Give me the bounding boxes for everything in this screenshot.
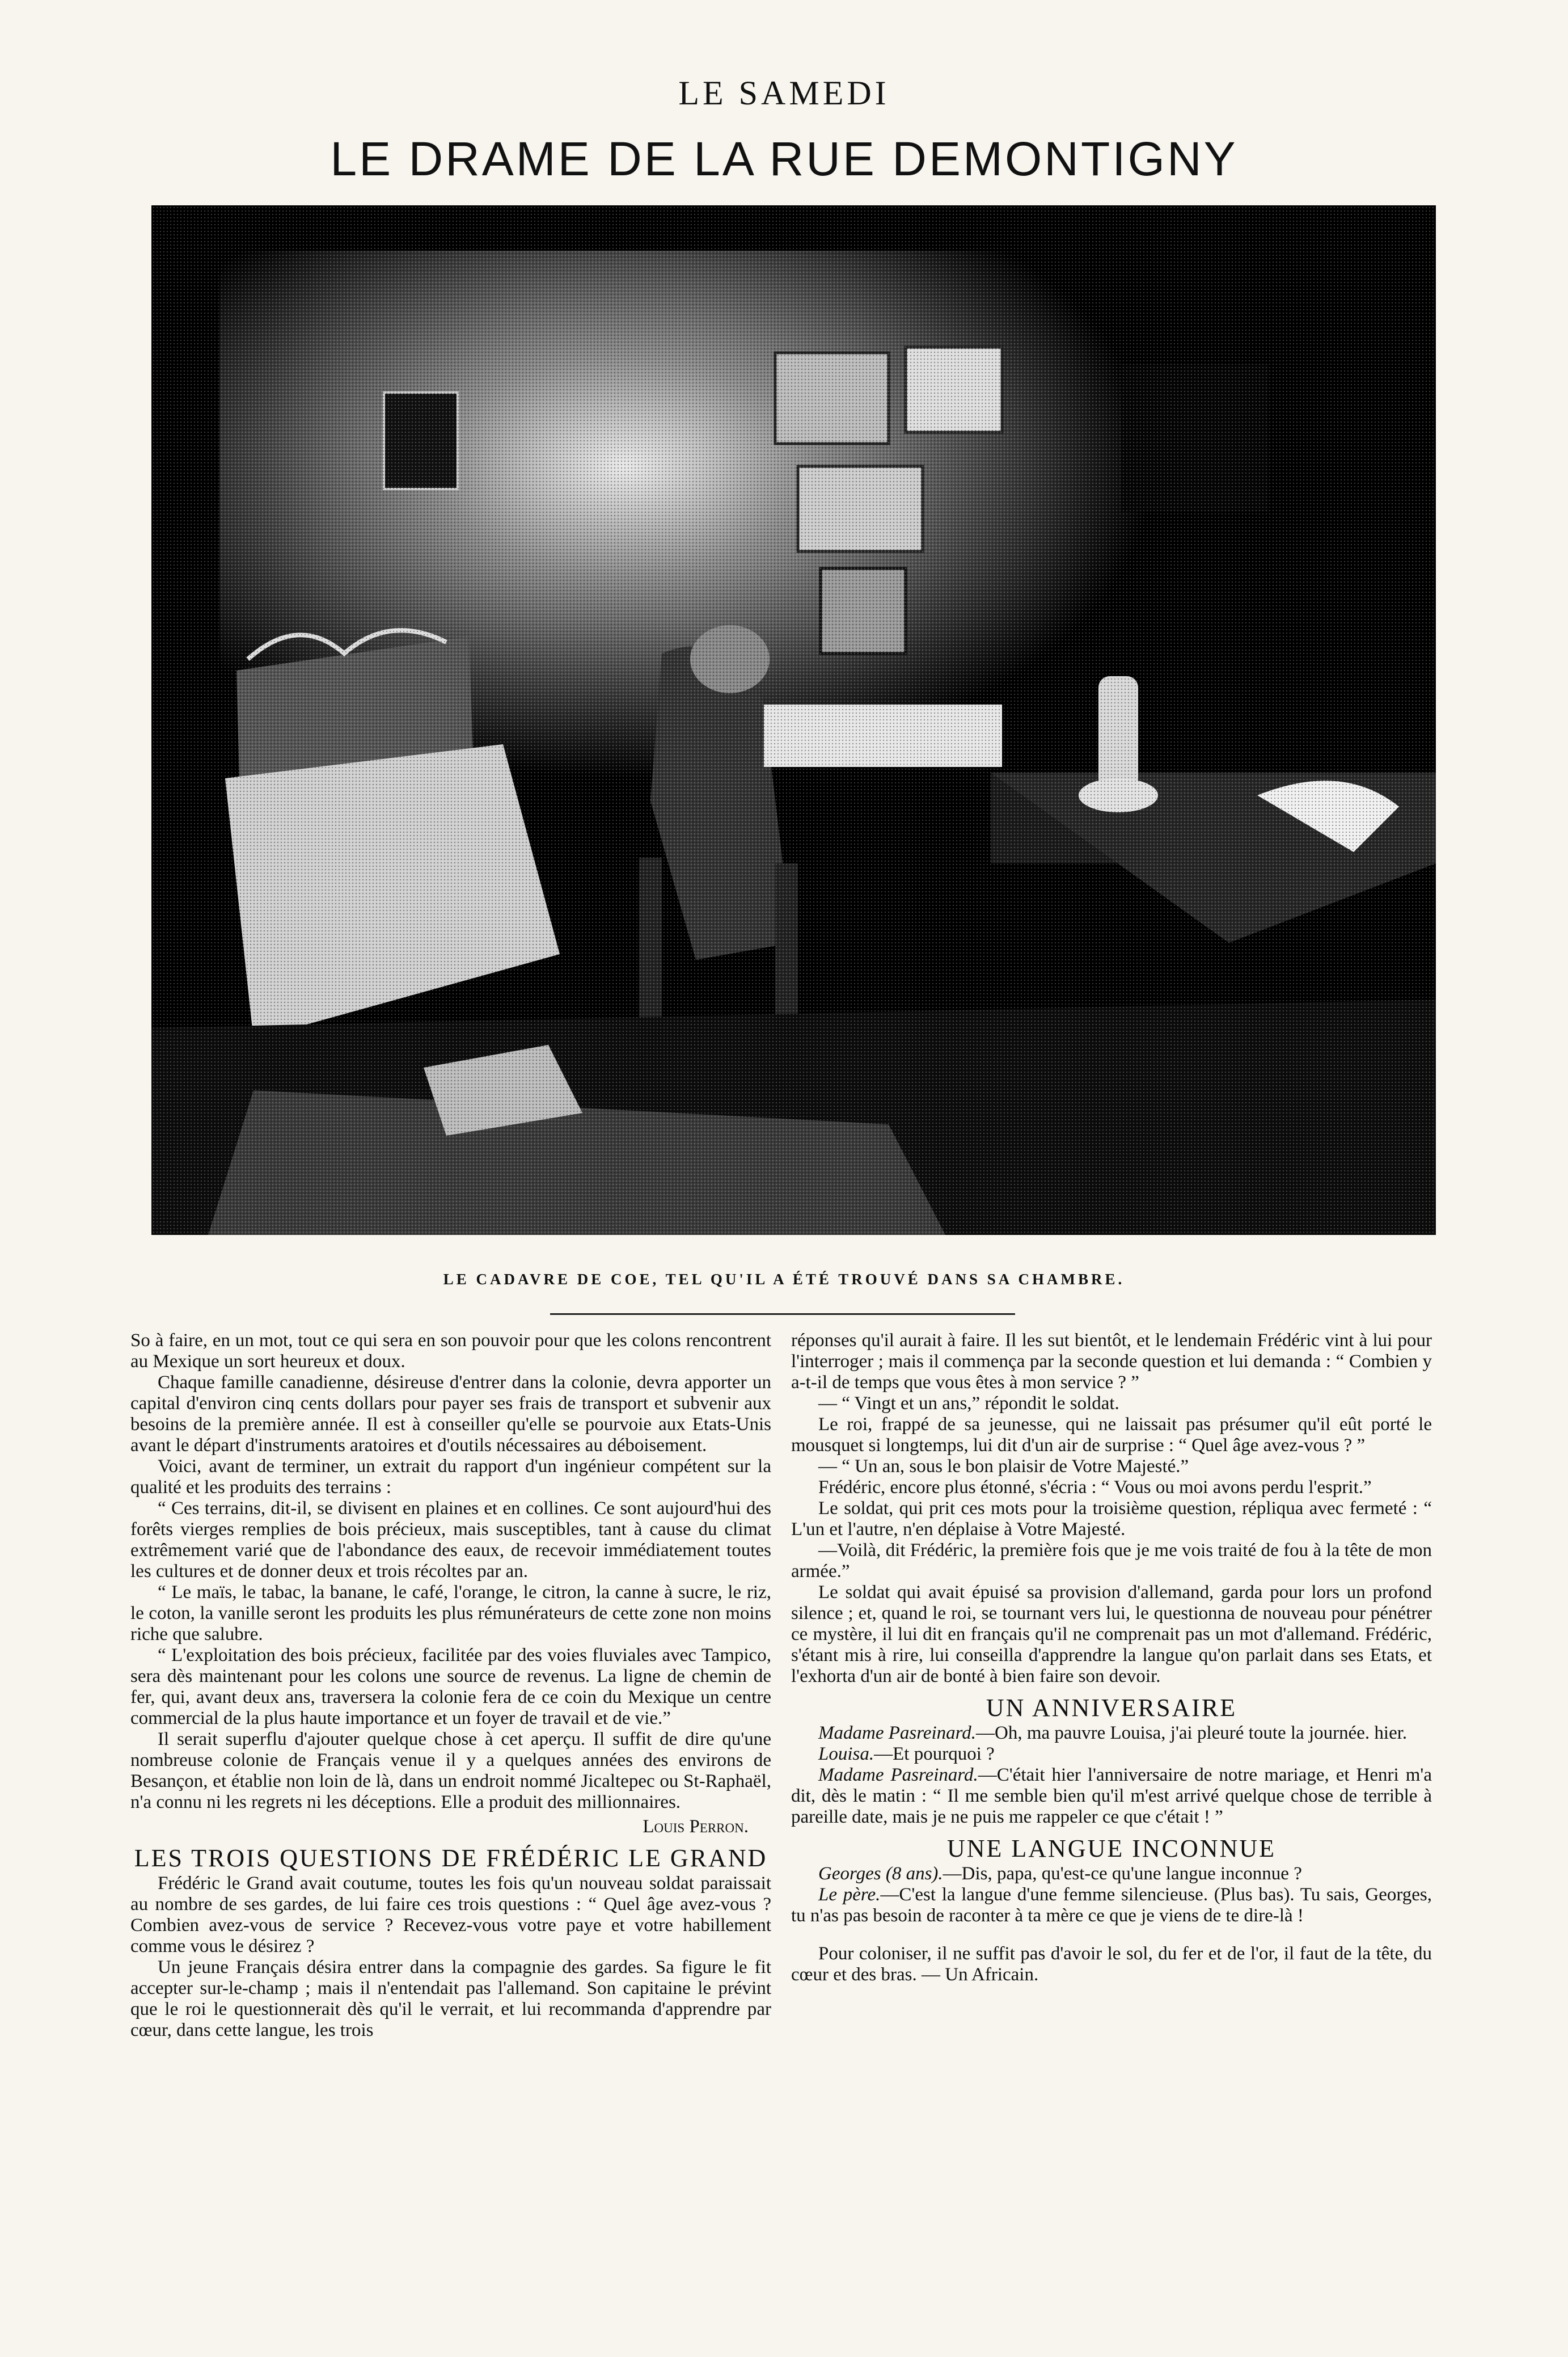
masthead: LE SAMEDI [678,74,890,112]
dialogue-text: —C'est la langue d'une femme silencieuse. (Plus bas). Tu sais, Georges, tu n'as pas besoin de raconter à ta mère ce que je viens de te dire-là ! [791,1884,1432,1926]
paragraph: “ Le maïs, le tabac, la banane, le café, l'orange, le citron, la canne à sucre, le riz, le coton, la vanille seront les produits les plus rémunérateurs de cette zone non moins riche que salubre. [130,1582,771,1645]
dialogue-line [791,1765,1432,1828]
caption-divider [550,1313,1015,1315]
dialogue-line [791,1863,1432,1884]
author-signature: Louis Perron. [643,1816,749,1837]
paragraph: Frédéric le Grand avait coutume, toutes les fois qu'un nouveau soldat paraissait au nombre de ses gardes, de lui faire ces trois questions : “ Quel âge avez-vous ? Combien avez-vous de service ? Recevez-vous votre paye et votre habillement comme vous le désirez ? [130,1873,771,1957]
paragraph: Le soldat qui avait épuisé sa provision d'allemand, garda pour lors un profond silence ; et, quand le roi, se tournant vers lui, le questionna de nouveau pour pénétrer ce mystère, il lui dit en français qu'il ne comprenait pas un mot d'allemand. Frédéric, s'étant mis à rire, lui conseilla d'apprendre la langue qu'on parlait dans ses Etats, et l'exhorta d'un air de bonté à bien faire son devoir. [791,1582,1432,1686]
paragraph: Frédéric, encore plus étonné, s'écria : “ Vous ou moi avons perdu l'esprit.” [818,1477,1372,1498]
paragraph: Un jeune Français désira entrer dans la compagnie des gardes. Sa figure le fit accepter sur-le-champ ; mais il n'entendait pas l'allemand. Son capitaine le prévint que le roi le questionnerait dès qu'il le verrait, et lui recommanda d'apprendre par cœur, dans cette langue, les trois [130,1957,771,2040]
paragraph: Le roi, frappé de sa jeunesse, qui ne laissait pas présumer qu'il eût porté le mousquet si longtemps, lui dit d'un air de surprise : “ Quel âge avez-vous ? ” [791,1414,1432,1456]
dialogue-line [791,1723,1432,1744]
speaker: Louisa. [818,1744,874,1764]
dialogue-text: —Dis, papa, qu'est-ce qu'une langue inconnue ? [943,1863,1302,1884]
closing-paragraph: Pour coloniser, il ne suffit pas d'avoir le sol, du fer et de l'or, il faut de la tête, du cœur et des bras. — Un Africain. [791,1943,1432,1985]
paragraph: Il serait superflu d'ajouter quelque chose à cet aperçu. Il suffit de dire qu'une nombreuse colonie de Français venue il y a quelques années des environs de Besançon, et établie non loin de là, dans un endroit nommé Jicaltepec ou St-Raphaël, n'a connu ni les regrets ni les déceptions. Elle a produit des millionnaires. [130,1729,771,1812]
crime-scene-photo [151,205,1436,1235]
paragraph: Chaque famille canadienne, désireuse d'entrer dans la colonie, devra apporter un capital d'environ cinq cents dollars pour payer ses frais de transport et subvenir aux besoins de la première année. Il est à conseiller qu'elle se pourvoie aux Etats-Unis avant le départ d'instruments aratoires et d'outils nécessaires au déboisement. [130,1372,771,1456]
dialogue-text: —Et pourquoi ? [874,1744,995,1764]
speaker: Madame Pasreinard. [818,1723,977,1743]
paragraph: — “ Un an, sous le bon plaisir de Votre Majesté.” [818,1456,1189,1477]
dialogue-text: —Oh, ma pauvre Louisa, j'ai pleuré toute la journée. hier. [976,1723,1408,1743]
section-title: UNE LANGUE INCONNUE [946,1835,1277,1862]
dialogue-line [791,1884,1432,1926]
paragraph: So à faire, en un mot, tout ce qui sera en son pouvoir pour que les colons rencontrent au Mexique un sort heureux et doux. [130,1330,771,1372]
left-column [130,1330,771,2041]
right-column [791,1330,1432,1985]
photo-caption: LE CADAVRE DE COE, TEL QU'IL A ÉTÉ TROUVÉ DANS SA CHAMBRE. [443,1271,1125,1288]
speaker: Le père. [818,1884,881,1905]
paragraph: réponses qu'il aurait à faire. Il les sut bientôt, et le lendemain Frédéric vint à lui pour l'interroger ; mais il commença par la seconde question et lui demanda : “ Combien y a-t-il de temps que vous êtes à mon service ? ” [791,1330,1432,1393]
speaker: Madame Pasreinard. [818,1765,978,1785]
section-title: LES TROIS QUESTIONS DE FRÉDÉRIC LE GRAND [134,1844,768,1872]
dialogue-line [791,1744,1432,1765]
paragraph: —Voilà, dit Frédéric, la première fois que je me vois traité de fou à la tête de mon armée.” [791,1540,1432,1582]
paragraph: Voici, avant de terminer, un extrait du rapport d'un ingénieur compétent sur la qualité et les produits des terrains : [130,1456,771,1498]
paragraph: “ Ces terrains, dit-il, se divisent en plaines et en collines. Ce sont aujourd'hui des forêts vierges remplies de bois précieux, mais susceptibles, tant à cause du climat extrêmement varié que de l'abondance des eaux, de recevoir immédiatement toutes les cultures et de donner deux et trois récoltes par an. [130,1498,771,1582]
paragraph: — “ Vingt et un ans,” répondit le soldat. [818,1393,1119,1414]
speaker: Georges (8 ans). [818,1863,943,1884]
paragraph: “ L'exploitation des bois précieux, facilitée par des voies fluviales avec Tampico, sera dès maintenant pour les colons une source de revenus. La ligne de chemin de fer, qui, avant deux ans, traversera la colonie fera de ce coin du Mexique un centre commercial de la plus haute importance et un foyer de travail et de vie.” [130,1645,771,1728]
paragraph: Le soldat, qui prit ces mots pour la troisième question, répliqua avec fermeté : “ L'un et l'autre, n'en déplaise à Votre Majesté. [791,1498,1432,1540]
section-title: UN ANNIVERSAIRE [986,1694,1237,1722]
headline: LE DRAME DE LA RUE DEMONTIGNY [330,132,1238,185]
dialogue-text: —C'était hier l'anniversaire de notre mariage, et Henri m'a dit, dès le matin : “ Il me semble bien qu'il m'est arrivé quelque chose de terrible à pareille date, mais je ne puis me rappeler ce que c'était ! ” [791,1765,1432,1827]
